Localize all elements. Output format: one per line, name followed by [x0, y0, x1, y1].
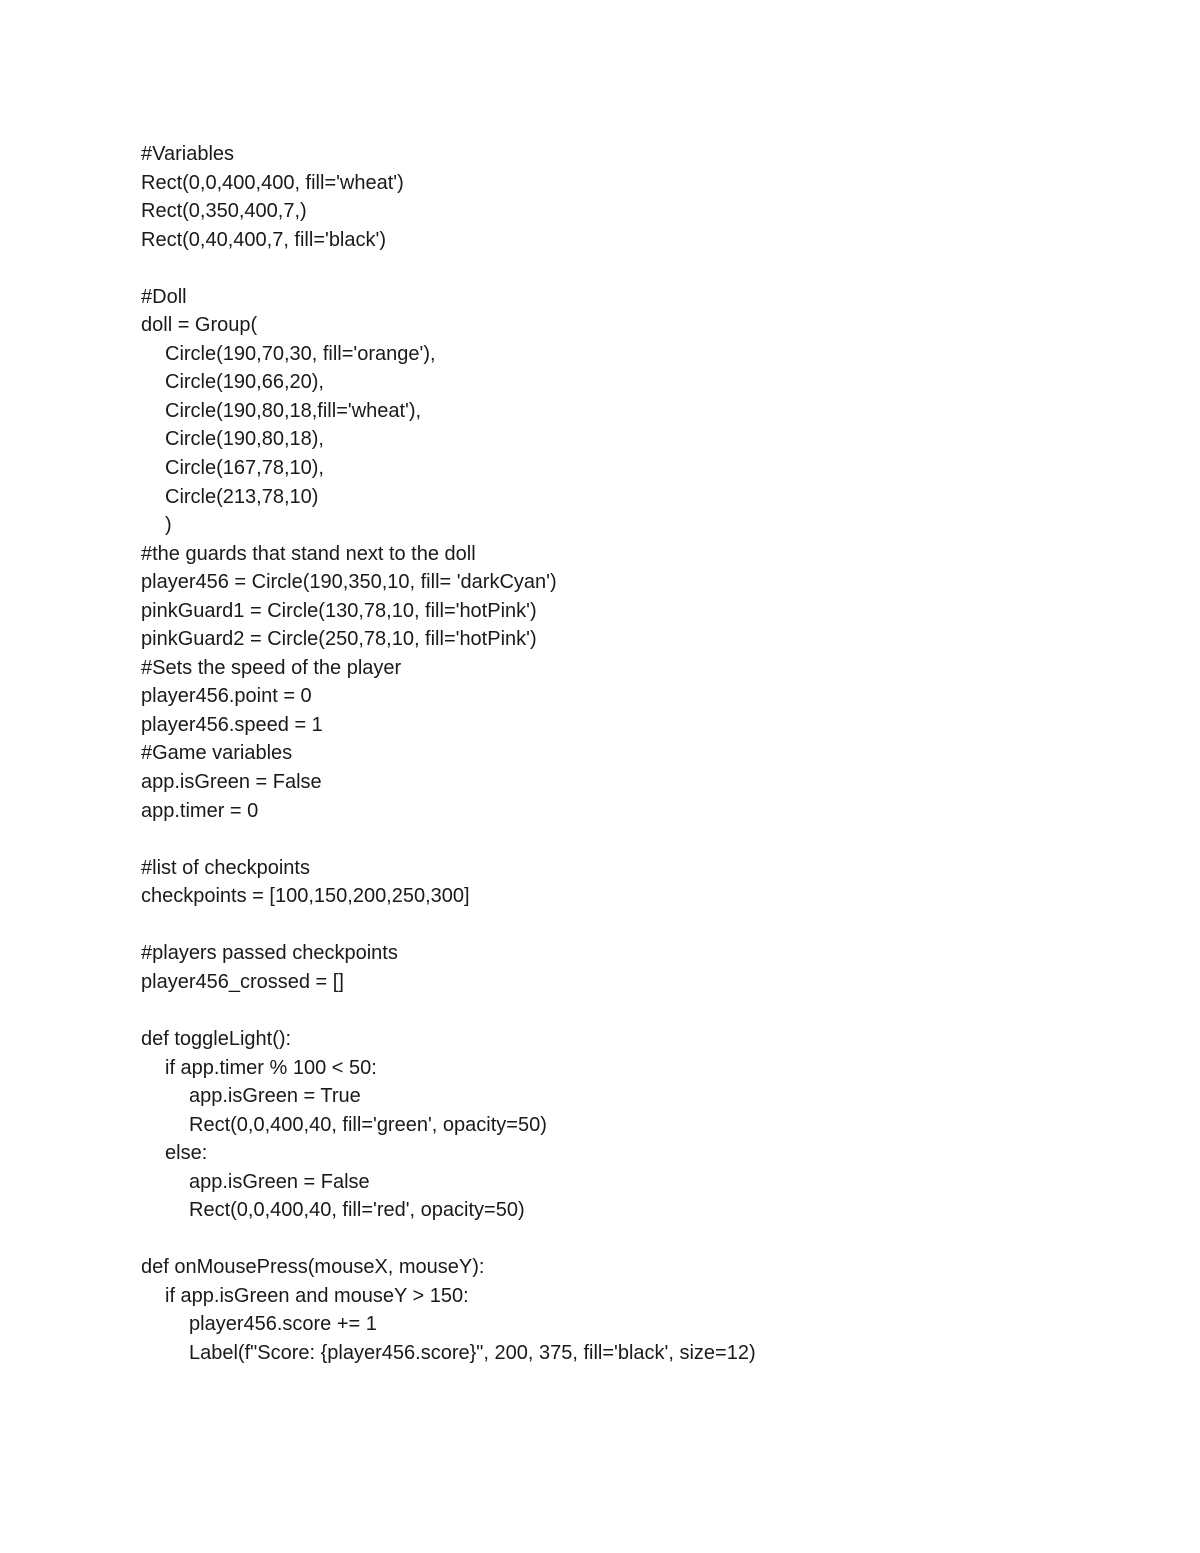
code-line: Rect(0,350,400,7,) [141, 200, 307, 223]
code-line: Circle(190,80,18), [165, 428, 324, 451]
code-line: Label(f"Score: {player456.score}", 200, 375, fill='black', size=12) [189, 1341, 756, 1364]
code-line: else: [165, 1142, 208, 1165]
code-line: player456.point = 0 [141, 685, 312, 708]
code-line: if app.isGreen and mouseY > 150: [165, 1284, 469, 1307]
code-line: app.isGreen = False [189, 1170, 370, 1193]
blank-line [141, 254, 1141, 283]
code-line: #Doll [141, 285, 187, 308]
code-line: pinkGuard1 = Circle(130,78,10, fill='hotPink') [141, 599, 537, 622]
code-line: Circle(190,66,20), [165, 371, 324, 394]
code-line: #Sets the speed of the player [141, 656, 402, 679]
code-line: Circle(213,78,10) [165, 485, 319, 508]
code-line: app.isGreen = True [189, 1085, 361, 1108]
code-line: #Game variables [141, 742, 293, 765]
code-block [141, 140, 1141, 1368]
code-line: player456.speed = 1 [141, 713, 323, 736]
code-line: player456 = Circle(190,350,10, fill= 'darkCyan') [141, 571, 557, 594]
code-line: ) [165, 514, 172, 537]
code-line: #Variables [141, 143, 235, 165]
code-line: Circle(190,80,18,fill='wheat'), [165, 399, 422, 422]
code-line: Rect(0,0,400,400, fill='wheat') [141, 171, 404, 194]
code-line: Rect(0,40,400,7, fill='black') [141, 228, 386, 251]
blank-line [141, 1225, 1141, 1254]
blank-line [141, 825, 1141, 854]
code-line: player456_crossed = [] [141, 970, 344, 993]
code-line: #players passed checkpoints [141, 942, 398, 965]
code-line: player456.score += 1 [189, 1313, 377, 1336]
blank-line [141, 911, 1141, 940]
code-line: #list of checkpoints [141, 856, 310, 879]
code-line: #the guards that stand next to the doll [141, 542, 476, 565]
code-line: Rect(0,0,400,40, fill='red', opacity=50) [189, 1199, 525, 1222]
code-line: Circle(190,70,30, fill='orange'), [165, 342, 436, 365]
code-line: doll = Group( [141, 314, 258, 337]
blank-line [141, 996, 1141, 1025]
code-line: pinkGuard2 = Circle(250,78,10, fill='hotPink') [141, 628, 537, 651]
code-line: def onMousePress(mouseX, mouseY): [141, 1256, 485, 1279]
code-line: app.timer = 0 [141, 799, 259, 822]
code-line: checkpoints = [100,150,200,250,300] [141, 885, 470, 908]
code-line: app.isGreen = False [141, 771, 322, 794]
code-line: Rect(0,0,400,40, fill='green', opacity=50) [189, 1113, 547, 1136]
code-line: Circle(167,78,10), [165, 457, 324, 480]
code-line: def toggleLight(): [141, 1027, 292, 1050]
code-line: if app.timer % 100 < 50: [165, 1056, 377, 1079]
